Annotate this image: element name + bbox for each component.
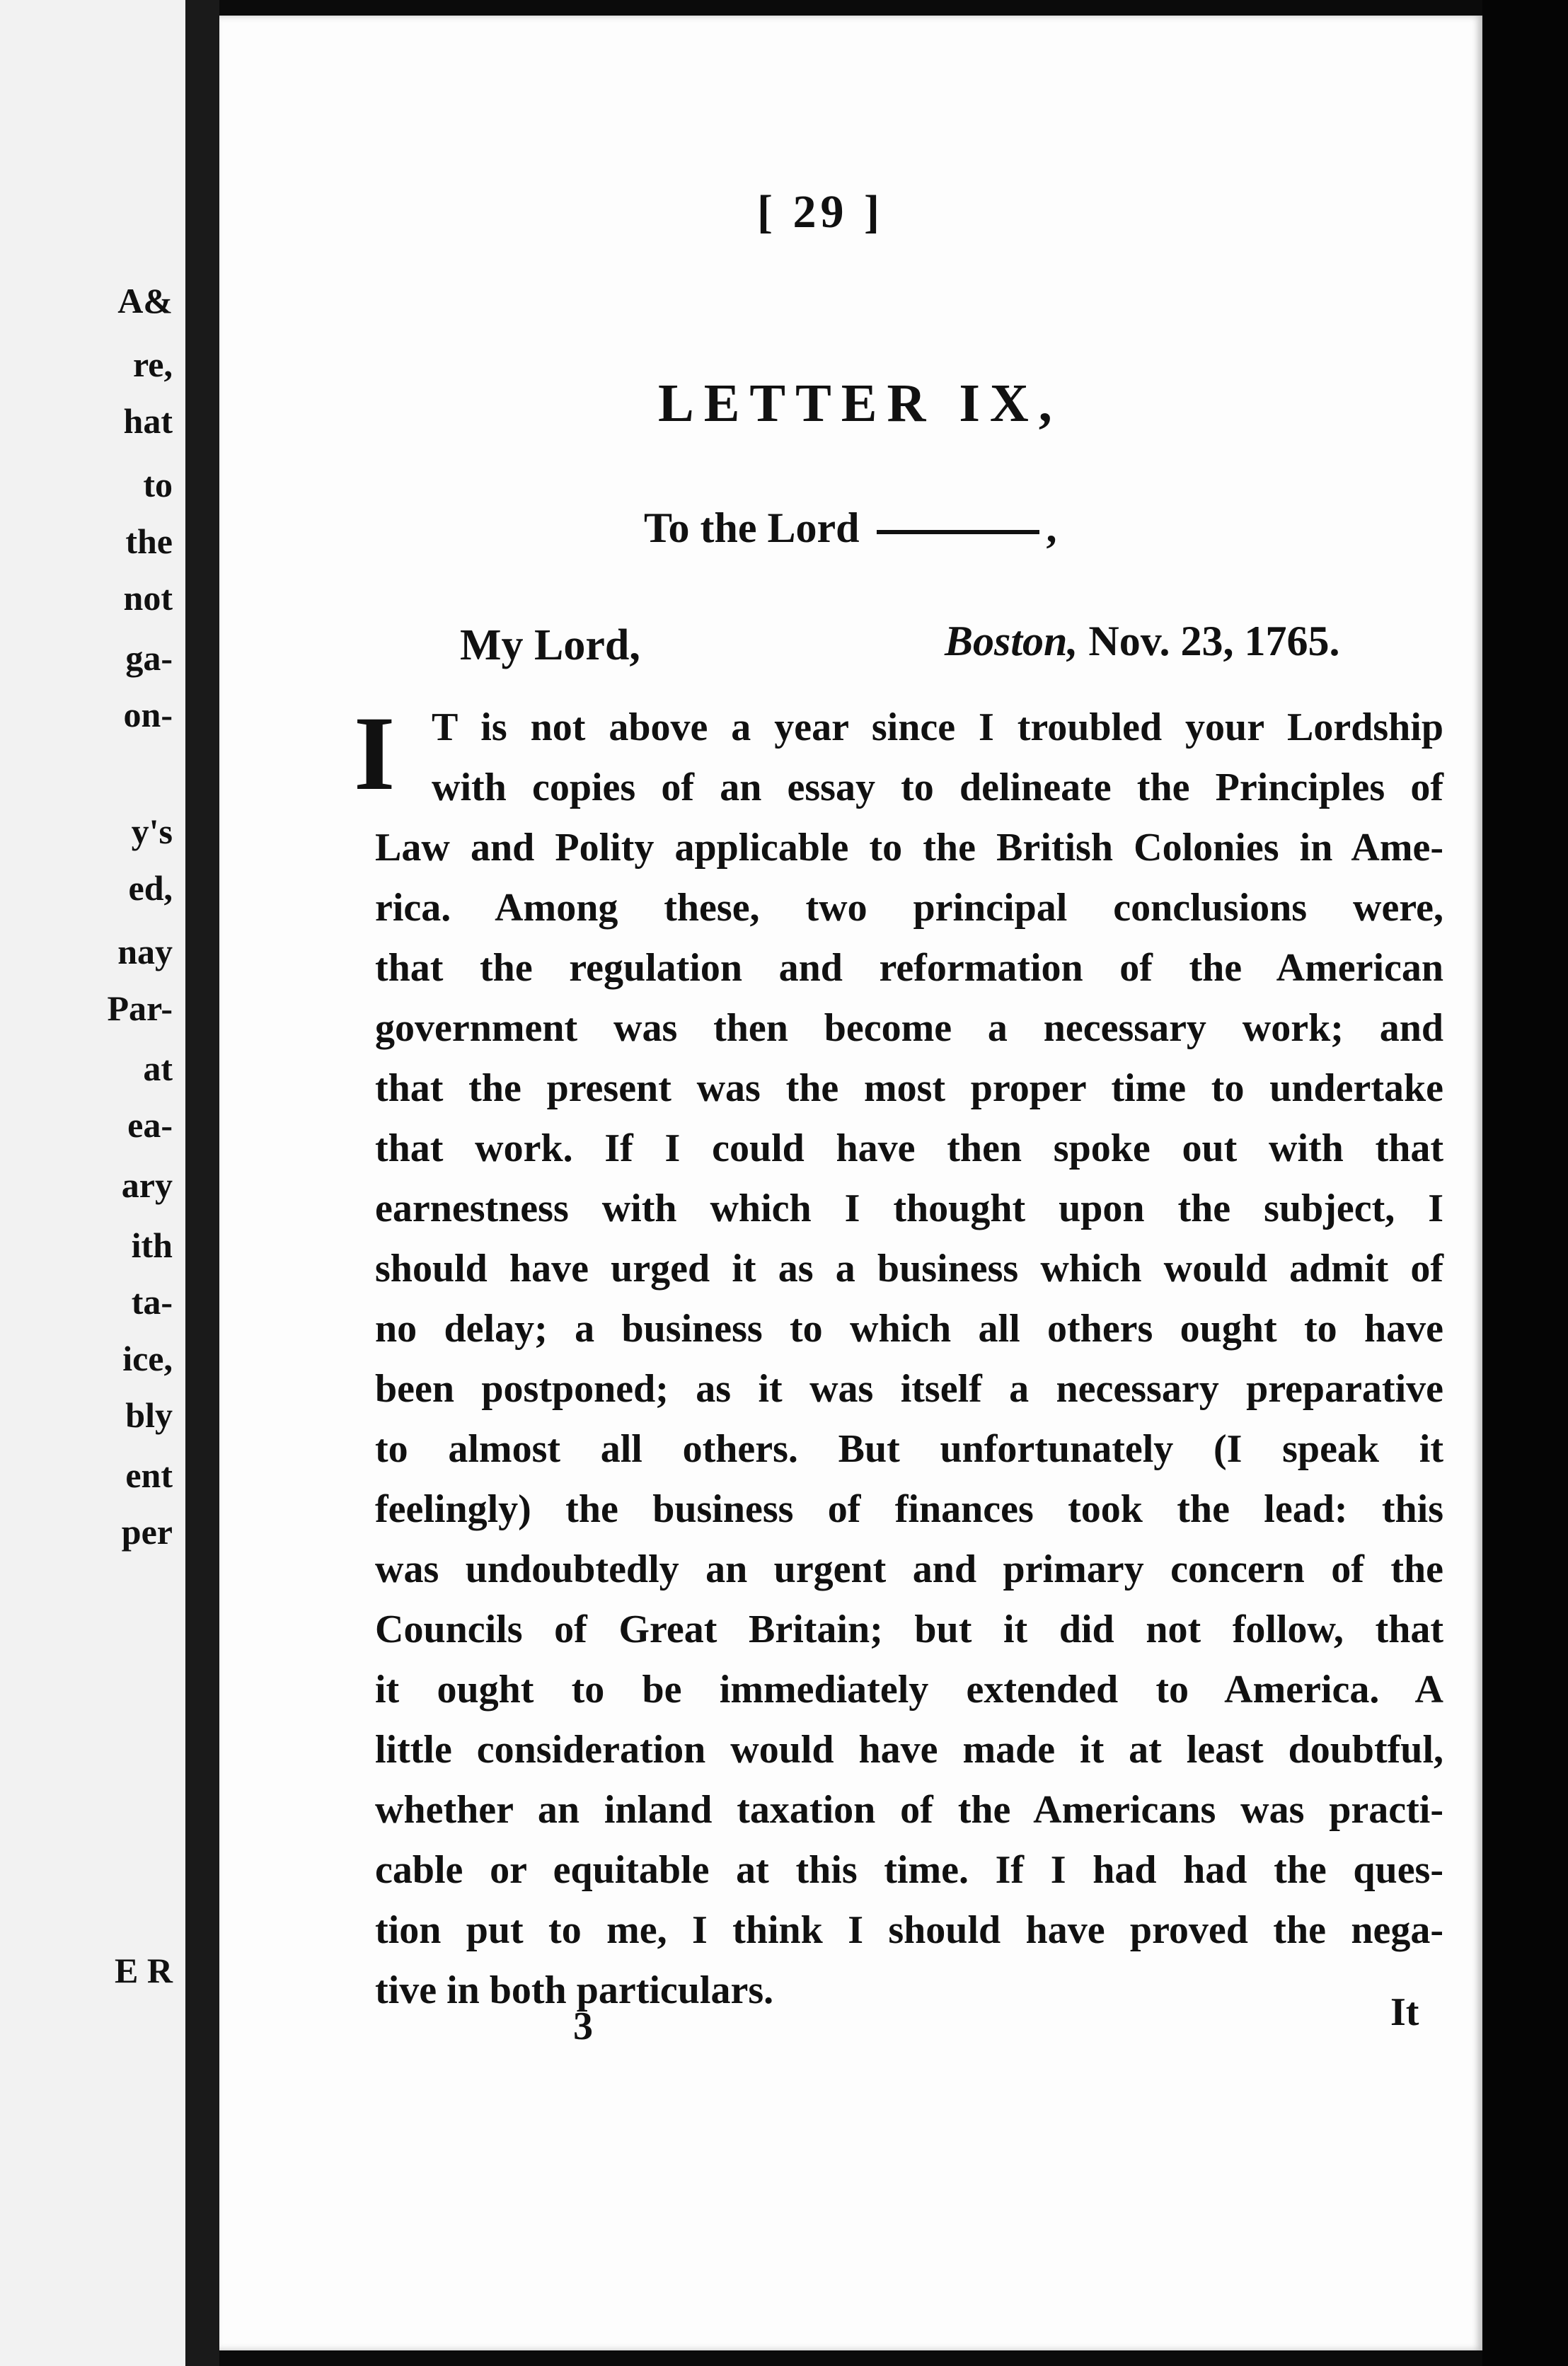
left-page-text: to xyxy=(143,465,173,504)
left-page-text: nay xyxy=(117,932,173,971)
left-page-fragment xyxy=(0,0,185,2366)
left-page-text: E R xyxy=(115,1951,173,1990)
body-line: whether an inland taxation of the Americans was practi- xyxy=(375,1788,1443,1832)
dateline xyxy=(945,617,1339,666)
body-line: earnestness with which I thought upon the subject, I xyxy=(375,1187,1443,1230)
left-page-text: Par- xyxy=(107,988,173,1028)
book-page xyxy=(219,16,1482,2350)
left-page-text: on- xyxy=(123,695,173,734)
body-line: that the regulation and reformation of the American xyxy=(375,946,1443,990)
left-page-text: at xyxy=(143,1049,173,1088)
left-page-text: ed, xyxy=(128,868,173,908)
name-dash xyxy=(877,530,1039,534)
body-line: Law and Polity applicable to the British Colonies in Ame- xyxy=(375,826,1443,870)
left-page-text: ice, xyxy=(122,1339,173,1378)
date-place: Boston, xyxy=(945,618,1078,664)
left-page-text: hat xyxy=(123,401,173,441)
book-edge xyxy=(1482,0,1568,2366)
book-gutter xyxy=(185,0,219,2366)
left-page-text: bly xyxy=(125,1395,173,1435)
body-line: with copies of an essay to delineate the Principles of xyxy=(432,766,1443,809)
body-line: been postponed; as it was itself a necessary preparative xyxy=(375,1367,1443,1411)
left-page-text: y's xyxy=(131,812,173,851)
body-line: that the present was the most proper time to undertake xyxy=(375,1066,1443,1110)
left-page-text: ith xyxy=(131,1225,173,1265)
body-line: rica. Among these, two principal conclusions were, xyxy=(375,886,1443,930)
body-line: government was then become a necessary work; and xyxy=(375,1006,1443,1050)
left-page-text: A& xyxy=(117,281,173,321)
left-page-text: the xyxy=(125,521,173,561)
addressee-text: To the Lord xyxy=(644,504,860,551)
page-number: [ 29 ] xyxy=(757,186,884,238)
left-page-text: ary xyxy=(121,1165,173,1205)
body-line: cable or equitable at this time. If I had had the ques- xyxy=(375,1848,1443,1892)
left-page-text: ea- xyxy=(127,1105,173,1145)
letter-title: LETTER IX, xyxy=(658,374,1062,433)
body-line: to almost all others. But unfortunately (I speak it xyxy=(375,1427,1443,1471)
left-page-text: ga- xyxy=(125,638,173,678)
catchword: It xyxy=(1390,1990,1419,2034)
body-line: feelingly) the business of finances took the lead: this xyxy=(375,1487,1443,1531)
salutation: My Lord, xyxy=(460,621,640,669)
left-page-text: ent xyxy=(125,1455,173,1495)
body-line: tion put to me, I think I should have proved the nega- xyxy=(375,1908,1443,1952)
body-line: tive in both particulars. xyxy=(375,1968,774,2012)
body-line: that work. If I could have then spoke out with that xyxy=(375,1126,1443,1170)
left-page-text: not xyxy=(123,578,173,618)
left-page-text: re, xyxy=(133,345,173,384)
left-page-text: per xyxy=(121,1512,173,1552)
body-line: it ought to be immediately extended to America. A xyxy=(375,1668,1443,1712)
body-line: was undoubtedly an urgent and primary concern of the xyxy=(375,1547,1443,1591)
body-line: T is not above a year since I troubled your Lordship xyxy=(432,705,1443,749)
drop-cap: I xyxy=(354,695,396,812)
body-line: little consideration would have made it at least doubtful, xyxy=(375,1728,1443,1772)
date-text: Nov. 23, 1765. xyxy=(1088,618,1340,664)
addressee-line xyxy=(644,504,1057,553)
body-line: should have urged it as a business which would admit of xyxy=(375,1247,1443,1291)
body-line: no delay; a business to which all others ought to have xyxy=(375,1307,1443,1351)
addressee-end: , xyxy=(1046,504,1057,551)
body-line: Councils of Great Britain; but it did not follow, that xyxy=(375,1608,1443,1651)
signature-mark: 3 xyxy=(573,2004,593,2048)
left-page-text: ta- xyxy=(131,1282,173,1322)
